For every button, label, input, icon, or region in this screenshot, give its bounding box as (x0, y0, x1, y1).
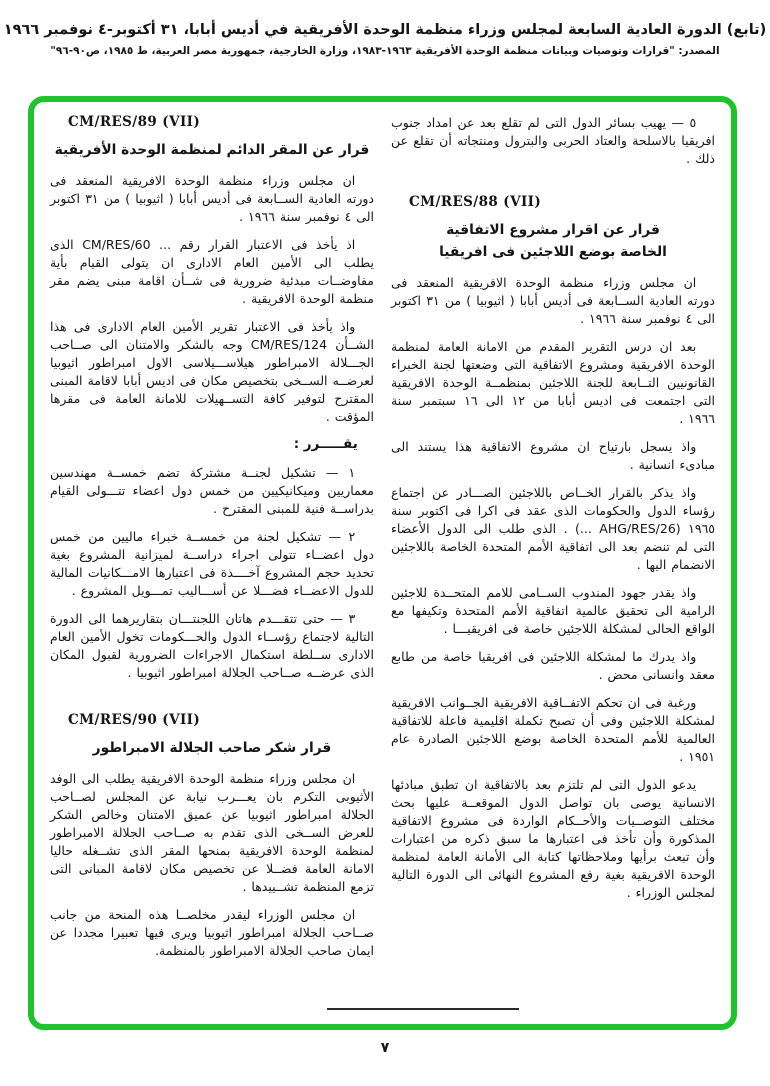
end-of-section-rule (327, 1008, 519, 1010)
res90-code: CM/RES/90 (VII) (68, 712, 201, 728)
res89-decision-item: ٣ — حتى تتقـــدم هاتان اللجنتـــان بتقاريرهما الى الدورة التالية لاجتماع رؤســاء الدول والحـــكومات تخول الأمين العام الادارى ســلطة استكمال الاجراءات الضرورية لقبول المكان الذى عرضــه صــاحب الجلالة امبراطور اثيوبيا . (50, 611, 374, 680)
res88-paragraph: ورغبة فى ان تحكم الاتفــاقية الافريقية الجــوانب الافريقية لمشكلة اللاجئين وفى أن تصبح تكملة اقليمية فاعلة للاتفاقية العالمية للأمم المتحدة الخاصة بوضع اللاجئين الصادرة عام ١٩٥١ . (391, 695, 715, 764)
res89-title: قرار عن المقر الدائم لمنظمة الوحدة الأفريقية (54, 142, 370, 158)
page-header (0, 22, 770, 57)
res88-paragraph: بعد ان درس التقرير المقدم من الامانة العامة لمنظمة الوحدة الافريقية ومشروع الاتفاقية التى وضعتها لجنة الخبراء القانونيين التــابعة للجنة اللاجئين بمنظمــة الوحدة الافريقية التى اجتمعت فى اديس أبابا من ١٢ الى ١٦ سبتمبر سنة ١٩٦٦ . (391, 339, 715, 426)
column-right (391, 114, 715, 998)
source-citation: المصدر: "قرارات وتوصيات وبيانات منظمة الوحدة الأفريقية ١٩٦٣-١٩٨٣، وزارة الخارجية، جمهورية مصر العربية، ط ١٩٨٥، ص٩٠-٩٦" (50, 45, 720, 57)
res88-paragraph: يدعو الدول التى لم تلتزم بعد بالاتفاقية ان تطبق مبادئها الانسانية يوصى بان تواصل الدول الموقعــة عليها بحث مختلف التوصــيات والأحــكام الواردة فى مشروع الاتفاقية المذكورة وأن تأخذ فى اعتبارها ما سبق ذكره من اعتبارات وأن تبعث برأيها وملاحظاتها كتابة الى الأمانة العامة لمنظمة الوحدة الافريقية بغية رفع المشروع النهائى الى الدورة التالية لمجلس الوزراء . (391, 777, 715, 900)
res88-paragraph: ان مجلس وزراء منظمة الوحدة الافريقية المنعقد فى دورته العادية الســابعة فى أديس أبابا ( اثيوبيا ) من ٣١ اكتوبر الى ٤ نوفمبر سنة ١٩٦٦ . (391, 275, 715, 326)
res88-paragraph: واذ يذكر بالقرار الخــاص باللاجئين الصـــادر عن اجتماع رؤساء الدول والحكومات الذى عقد فى اكرا فى اكتوبر سنة ١٩٦٥ (AHG/RES/26 ...) . الذى طلب الى الدول الأعضاء التى لم تنضم بعد الى اتفاقية الأمم المتحدة الخاصة باللاجئين الانضمام اليها . (391, 485, 715, 572)
res89-paragraph: واذ يأخذ فى الاعتبار تقرير الأمين العام الادارى فى هذا الشــأن CM/RES/124 وجه بالشكر والامتنان الى صــاحب الجـــلالة الامبراطور هيلاســـيلاسى الاول امبراطور اثيوبيا لعرضــه الســخى بتخصيص مكان فى اديس أبابا لاقامة المبنى المقترح لتوفير كافة التســهيلات للامانة العامة فى مقرها المؤقت . (50, 319, 374, 424)
res88-paragraph: واذ يسجل بارتياح ان مشروع الاتفاقية هذا يستند الى مبادىء انسانية . (391, 439, 715, 472)
res89-decision-item: ١ — تشكيل لجنــة مشتركة تضم خمســة مهندسين معماريين وميكانيكيين من خمس دول اعضاء تتـــولى القيام بدراســة فنية للمبنى المقترح . (50, 465, 374, 516)
res89-code: CM/RES/89 (VII) (68, 114, 201, 130)
res89-decision-item: ٢ — تشكيل لجنة من خمســة خبراء ماليين من خمس دول اعضــاء تتولى اجراء دراســة لميزانية المشروع بغية تحديد حجم المشروع آخــــذة فى اعتبارها الامـــكانيات المالية للدول الاعضــاء فضـــلا عن أســـاليب تمـــويل المشروع . (50, 529, 374, 598)
res88-code: CM/RES/88 (VII) (409, 194, 542, 210)
res88-title-line1: قرار عن اقرار مشروع الاتفاقية (446, 222, 660, 238)
column-left (50, 114, 374, 998)
res90-paragraph: ان مجلس وزراء منظمة الوحدة الافريقية يطلب الى الوفد الأثيوبى التكرم بان يعـــرب نيابة عن المجلس لصــاحب الجلالة امبراطور اثيوبيا عن عميق الامتنان وخالص الشكر للعرض الســخى الذى تقدم به صــاحب الجلالة الامبراطور لمنظمة الوحدة الافريقية بمنحها المقر الذى تشــغله حاليا الامانة العامة فضــلا عن تخصيص مكان لاقامة المبانى التى تزمع المنظمة تشــييدها . (50, 771, 374, 894)
res89-paragraph: ان مجلس وزراء منظمة الوحدة الافريقية المنعقد فى دورته العادية الســابعة فى أديس أبابا ( اثيوبيا ) من ٣١ اكتوبر الى ٤ نوفمبر سنة ١٩٦٦ . (50, 173, 374, 224)
res89-paragraph: اذ يأخذ فى الاعتبار القرار رقم ... CM/RES/60 الذى يطلب الى الأمين العام الادارى ان يتولى القيام بأية مفاوضــات مبدئية ضرورية فى شــأن اقامة مبنى يضم مقر منظمة الوحدة الافريقية . (50, 237, 374, 306)
res88-title-line2: الخاصة بوضع اللاجئين فى افريقيا (439, 244, 667, 260)
res90-paragraph: ان مجلس الوزراء ليقدر مخلصــا هذه المنحة من جانب صــاحب الجلالة امبراطور اثيوبيا ويرى فيها تعبيرا مجددا عن ايمان صاحب الجلالة الامبراطور بالمنظمة. (50, 907, 374, 958)
res88-paragraph: واذ يقدر جهود المندوب الســامى للامم المتحــدة للاجئين الرامية الى تحقيق عالمية اتفاقية الأمم المتحدة وتكيفها مع الواقع الحالى لمشكلة اللاجئين خاصة فى افريقيـــا . (391, 585, 715, 636)
res90-title: قرار شكر صاحب الجلالة الامبراطور (92, 740, 332, 756)
content-frame (28, 96, 737, 1030)
page-number: ٧ (380, 1040, 390, 1056)
res88-paragraph: واذ يدرك ما لمشكلة اللاجئين فى افريقيا خاصة من طابع معقد وانسانى محض . (391, 649, 715, 682)
res89-decides-label: يقـــــرر : (293, 436, 358, 452)
two-column-layout (50, 114, 715, 998)
session-title: (تابع) الدورة العادية السابعة لمجلس وزراء منظمة الوحدة الأفريقية في أديس أبابا، ٣١ أكتوبر-٤ نوفمبر ١٩٦٦ (3, 22, 767, 38)
clause-5-paragraph: ٥ — يهيب بسائر الدول التى لم تقلع بعد عن امداد جنوب افريقيا بالاسلحة والعتاد الحربى والبترول ومنتجاته أن تقلع عن ذلك . (391, 115, 715, 166)
